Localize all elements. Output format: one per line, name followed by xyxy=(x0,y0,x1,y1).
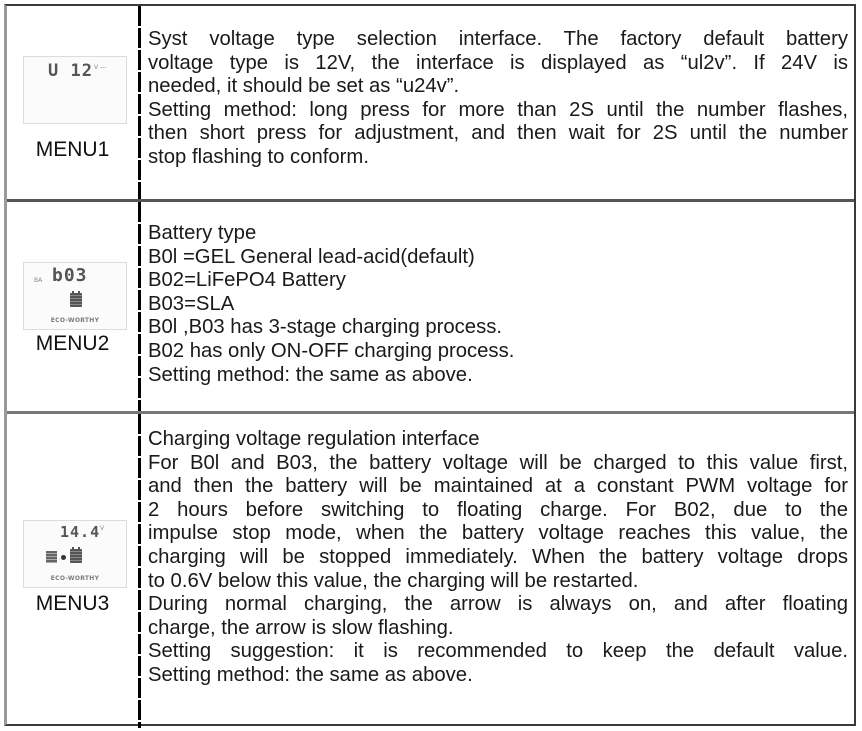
description-line: During normal charging, the arrow is always on, and after floating xyxy=(148,593,848,616)
menu2-description xyxy=(148,202,848,387)
description-line: impulse stop mode, when the battery voltage reaches this value, the xyxy=(148,522,848,545)
description-line: B03=SLA xyxy=(148,292,235,315)
table-row-menu3 xyxy=(7,414,854,728)
menu3-description xyxy=(148,414,848,688)
description-line: B0l =GEL General lead-acid(default) xyxy=(148,245,475,268)
description-line: For B0l and B03, the battery voltage will be charged to this value first, xyxy=(148,451,848,474)
description-line: B02=LiFePO4 Battery xyxy=(148,269,346,292)
description-line: Setting method: the same as above. xyxy=(148,363,473,386)
column-divider xyxy=(138,414,141,728)
description-line: Setting method: the same as above. xyxy=(148,663,473,686)
description-line: charging will be stopped immediately. When the battery voltage drops xyxy=(148,545,848,568)
table-row-menu2 xyxy=(7,202,854,414)
description-line: needed, it should be set as “u24v”. xyxy=(148,75,460,98)
menu3-label: MENU3 xyxy=(35,592,110,615)
lcd-digits: U 12 xyxy=(48,61,93,81)
menu3-description-cell xyxy=(148,414,848,728)
battery-icon xyxy=(70,293,82,307)
column-divider xyxy=(138,6,141,199)
table-row-menu1 xyxy=(7,6,854,202)
description-line: to 0.6V below this value, the charging will be restarted. xyxy=(148,569,639,592)
description-line: Charging voltage regulation interface xyxy=(148,428,480,450)
description-line: and then the battery will be maintained at a constant PWM voltage for xyxy=(148,475,848,498)
lcd-display-battery-type-icon xyxy=(23,262,127,330)
lcd-display-voltage-icon xyxy=(23,56,127,124)
description-line: Syst voltage type selection interface. The factory default battery xyxy=(148,28,848,50)
lcd-display-charge-voltage-icon xyxy=(23,520,127,588)
menu1-description-cell xyxy=(148,6,848,199)
lcd-digits: 14.4 xyxy=(60,523,101,541)
description-line: Setting method: long press for more than 2S until the number flashes, xyxy=(148,98,848,121)
menu3-image-cell xyxy=(7,414,138,728)
description-line: voltage type is 12V, the interface is displayed as “ul2v”. If 24V is xyxy=(148,51,848,74)
battery-icon xyxy=(70,549,82,563)
brand-logo: ECO-WORTHY xyxy=(50,575,100,582)
lcd-prefix: BA xyxy=(34,277,43,284)
brand-logo: ECO-WORTHY xyxy=(50,317,100,324)
menu2-label: MENU2 xyxy=(35,332,110,355)
charging-arrow-icon xyxy=(61,555,66,560)
description-line: charge, the arrow is slow flashing. xyxy=(148,616,454,639)
menu2-image-cell xyxy=(7,202,138,411)
lcd-suffix: V --- xyxy=(94,64,107,71)
column-divider xyxy=(138,202,141,411)
description-line: Battery type xyxy=(148,222,257,244)
description-line: stop flashing to conform. xyxy=(148,145,369,168)
menu1-description xyxy=(148,6,848,170)
description-line: Setting suggestion: it is recommended to keep the default value. xyxy=(148,640,848,663)
menu1-label: MENU1 xyxy=(35,138,110,161)
lcd-suffix: V xyxy=(100,525,105,532)
description-line: B02 has only ON-OFF charging process. xyxy=(148,339,515,362)
description-line: then short press for adjustment, and then wait for 2S until the number xyxy=(148,122,848,145)
menu1-image-cell xyxy=(7,6,138,199)
menu-settings-table xyxy=(4,4,856,726)
lcd-digits: b03 xyxy=(52,265,88,286)
description-line: B0l ,B03 has 3-stage charging process. xyxy=(148,316,503,339)
description-line: 2 hours before switching to floating charge. For B02, due to the xyxy=(148,498,848,521)
solar-panel-icon xyxy=(46,551,57,563)
menu2-description-cell xyxy=(148,202,848,411)
